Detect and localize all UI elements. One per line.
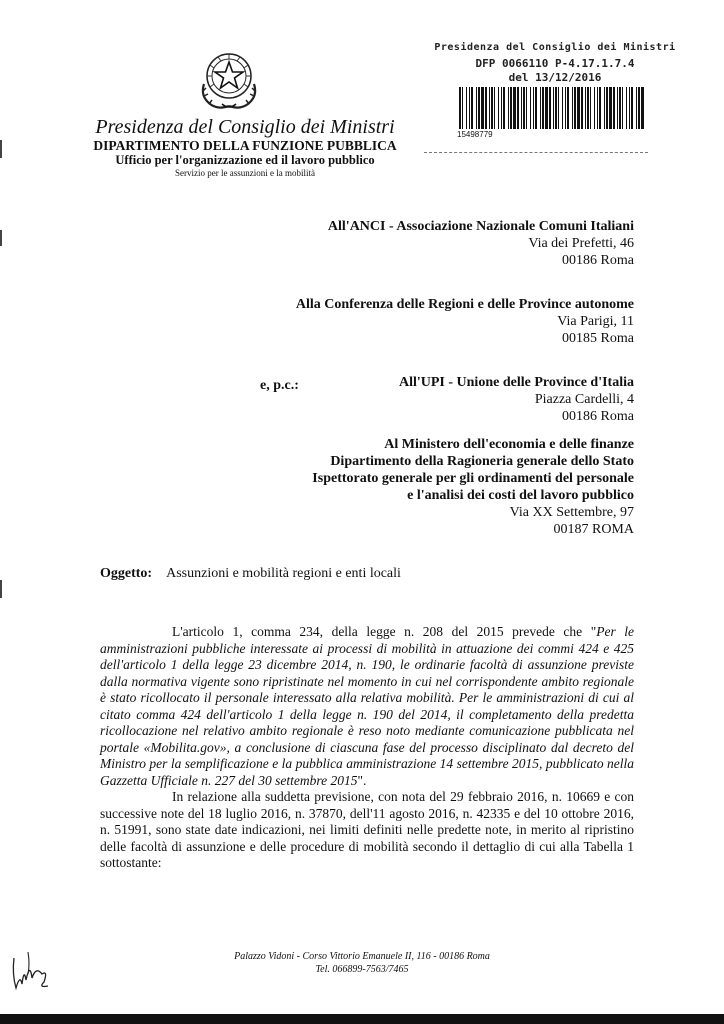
- stamp-organization: Presidenza del Consiglio dei Ministri: [434, 42, 676, 53]
- barcode-bar: [622, 87, 623, 129]
- barcode-bar: [641, 87, 644, 129]
- paragraph-end: ".: [357, 772, 367, 788]
- barcode-bar: [590, 87, 591, 129]
- barcode: [457, 87, 647, 129]
- recipient-name-line: e l'analisi dei costi del lavoro pubblico: [407, 488, 634, 503]
- barcode-bar: [513, 87, 516, 129]
- recipient-name: All'ANCI - Associazione Nazionale Comuni Italiani: [327, 219, 634, 234]
- barcode-bar: [481, 87, 484, 129]
- barcode-bar: [597, 87, 598, 129]
- barcode-bar: [549, 87, 551, 129]
- subject-text: Assunzioni e mobilità regioni e enti locali: [166, 566, 401, 581]
- barcode-bar: [535, 87, 537, 129]
- barcode-bar: [606, 87, 608, 129]
- barcode-bar: [489, 87, 490, 129]
- barcode-bar: [558, 87, 559, 129]
- recipient-street: Piazza Cardelli, 4: [534, 392, 634, 407]
- cc-recipient-mef: [312, 436, 634, 538]
- barcode-bar: [629, 87, 630, 129]
- barcode-bar: [498, 87, 499, 129]
- barcode-bar: [626, 87, 627, 129]
- barcode-bar: [466, 87, 467, 129]
- barcode-bar: [533, 87, 534, 129]
- department-name: DIPARTIMENTO DELLA FUNZIONE PUBBLICA: [93, 138, 397, 153]
- barcode-bar: [609, 87, 612, 129]
- recipient-city: 00186 Roma: [562, 253, 634, 268]
- law-quote: Per le amministrazioni pubbliche interessate ai processi di mobilità in attuazione dei commi 424 e 425 dell'articolo 1 della legge 23 dicembre 2014, n. 190, le ordinarie facoltà di assunzione previste dalla normativa vigente sono ripristinate nel momento in cui nel corrispondente ambito regionale è stato ricollocato il personale interessato alla relativa mobilità. Per le amministrazioni di cui al citato comma 424 dell'articolo 1 della legge n. 190 del 2014, il completamento della predetta ricollocazione nel relativo ambito regionale è reso noto mediante comunicazione pubblicata nel portale «Mobilita.gov», a conclusione di ciascuna fase del processo disciplinato dal decreto del Ministro per la semplificazione e la pubblica amministrazione 14 settembre 2015, pubblicato nella Gazzetta Ufficiale n. 227 del 30 settembre 2015: [100, 624, 634, 788]
- paragraph-intro: L'articolo 1, comma 234, della legge n. 208 del 2015 prevede che ": [172, 624, 597, 639]
- cc-recipient-upi: [399, 374, 634, 425]
- barcode-bar: [581, 87, 583, 129]
- recipient-name: Alla Conferenza delle Regioni e delle Province autonome: [295, 297, 634, 312]
- barcode-bar: [501, 87, 502, 129]
- barcode-bar: [631, 87, 633, 129]
- barcode-bar: [530, 87, 531, 129]
- recipient-city: 00185 Roma: [562, 331, 634, 346]
- barcode-bar: [613, 87, 615, 129]
- barcode-bar: [617, 87, 618, 129]
- barcode-bar: [567, 87, 569, 129]
- cc-label: e, p.c.:: [260, 378, 299, 393]
- barcode-bar: [542, 87, 544, 129]
- handwritten-initials: [8, 944, 56, 994]
- barcode-bar: [517, 87, 519, 129]
- protocol-number: DFP 0066110 P-4.17.1.7.4: [475, 57, 635, 70]
- recipient-street: Via XX Settembre, 97: [509, 505, 634, 520]
- barcode-bar: [540, 87, 541, 129]
- recipient-name-line: Al Ministero dell'economia e delle finanze: [384, 437, 634, 452]
- barcode-bar: [562, 87, 563, 129]
- subject-label: Oggetto:: [100, 566, 153, 581]
- recipient-anci: [328, 218, 634, 269]
- barcode-bar: [619, 87, 621, 129]
- institution-title: Presidenza del Consiglio dei Ministri: [95, 116, 395, 138]
- paragraph-2: In relazione alla suddetta previsione, con nota del 29 febbraio 2016, n. 10669 e con successive note del 18 luglio 2016, n. 37870, dell'11 agosto 2016, n. 42335 e del 10 ottobre 2016, n. 51991, sono state date indicazioni, nei limiti definiti nelle predette note, in merito al ripristino delle facoltà di assunzione e delle procedure di mobilità secondo il dettaglio di cui alla Tabella 1 sottostante:: [100, 789, 634, 870]
- barcode-bar: [459, 87, 461, 129]
- protocol-date: del 13/12/2016: [508, 71, 602, 84]
- footer-address: Palazzo Vidoni - Corso Vittorio Emanuele II, 116 - 00186 Roma: [234, 951, 490, 962]
- barcode-bar: [469, 87, 470, 129]
- barcode-bar: [510, 87, 512, 129]
- barcode-bar: [462, 87, 463, 129]
- barcode-bar: [565, 87, 566, 129]
- office-name: Ufficio per l'organizzazione ed il lavoro pubblico: [115, 153, 375, 167]
- scan-mark: [0, 580, 2, 598]
- barcode-bar: [503, 87, 505, 129]
- recipient-street: Via Parigi, 11: [557, 314, 634, 329]
- barcode-bar: [599, 87, 601, 129]
- barcode-number: 15498779: [457, 130, 493, 139]
- barcode-bar: [494, 87, 495, 129]
- barcode-bar: [587, 87, 589, 129]
- scan-mark: [0, 230, 2, 246]
- recipient-conferenza: [296, 296, 634, 347]
- barcode-bar: [572, 87, 573, 129]
- barcode-bar: [577, 87, 580, 129]
- barcode-bar: [638, 87, 640, 129]
- recipient-name-line: Dipartimento della Ragioneria generale dello Stato: [330, 454, 634, 469]
- barcode-bar: [471, 87, 473, 129]
- republic-emblem-icon: [196, 44, 262, 112]
- barcode-bar: [604, 87, 605, 129]
- subject-line: [100, 566, 401, 582]
- recipient-name-line: Ispettorato generale per gli ordinamenti del personale: [312, 471, 634, 486]
- barcode-bar: [476, 87, 477, 129]
- recipient-name: All'UPI - Unione delle Province d'Italia: [398, 375, 634, 390]
- divider: [424, 152, 648, 153]
- recipient-city: 00186 Roma: [562, 409, 634, 424]
- barcode-bar: [521, 87, 522, 129]
- barcode-bar: [585, 87, 586, 129]
- paragraph-1: [100, 624, 634, 789]
- barcode-bar: [523, 87, 525, 129]
- barcode-bar: [545, 87, 548, 129]
- barcode-bar: [491, 87, 493, 129]
- barcode-bar: [478, 87, 480, 129]
- barcode-bar: [555, 87, 557, 129]
- scan-mark: [0, 140, 2, 158]
- service-name: Servizio per le assunzioni e la mobilità: [175, 168, 315, 178]
- barcode-bar: [594, 87, 595, 129]
- recipient-street: Via dei Prefetti, 46: [528, 236, 634, 251]
- scan-border: [0, 1014, 724, 1024]
- recipient-city: 00187 ROMA: [553, 522, 634, 537]
- barcode-bar: [553, 87, 554, 129]
- barcode-bar: [485, 87, 487, 129]
- barcode-bar: [574, 87, 576, 129]
- letter-body: [100, 624, 634, 872]
- footer-phone: Tel. 066899-7563/7465: [315, 964, 409, 975]
- barcode-bar: [526, 87, 527, 129]
- barcode-bar: [508, 87, 509, 129]
- barcode-bar: [636, 87, 637, 129]
